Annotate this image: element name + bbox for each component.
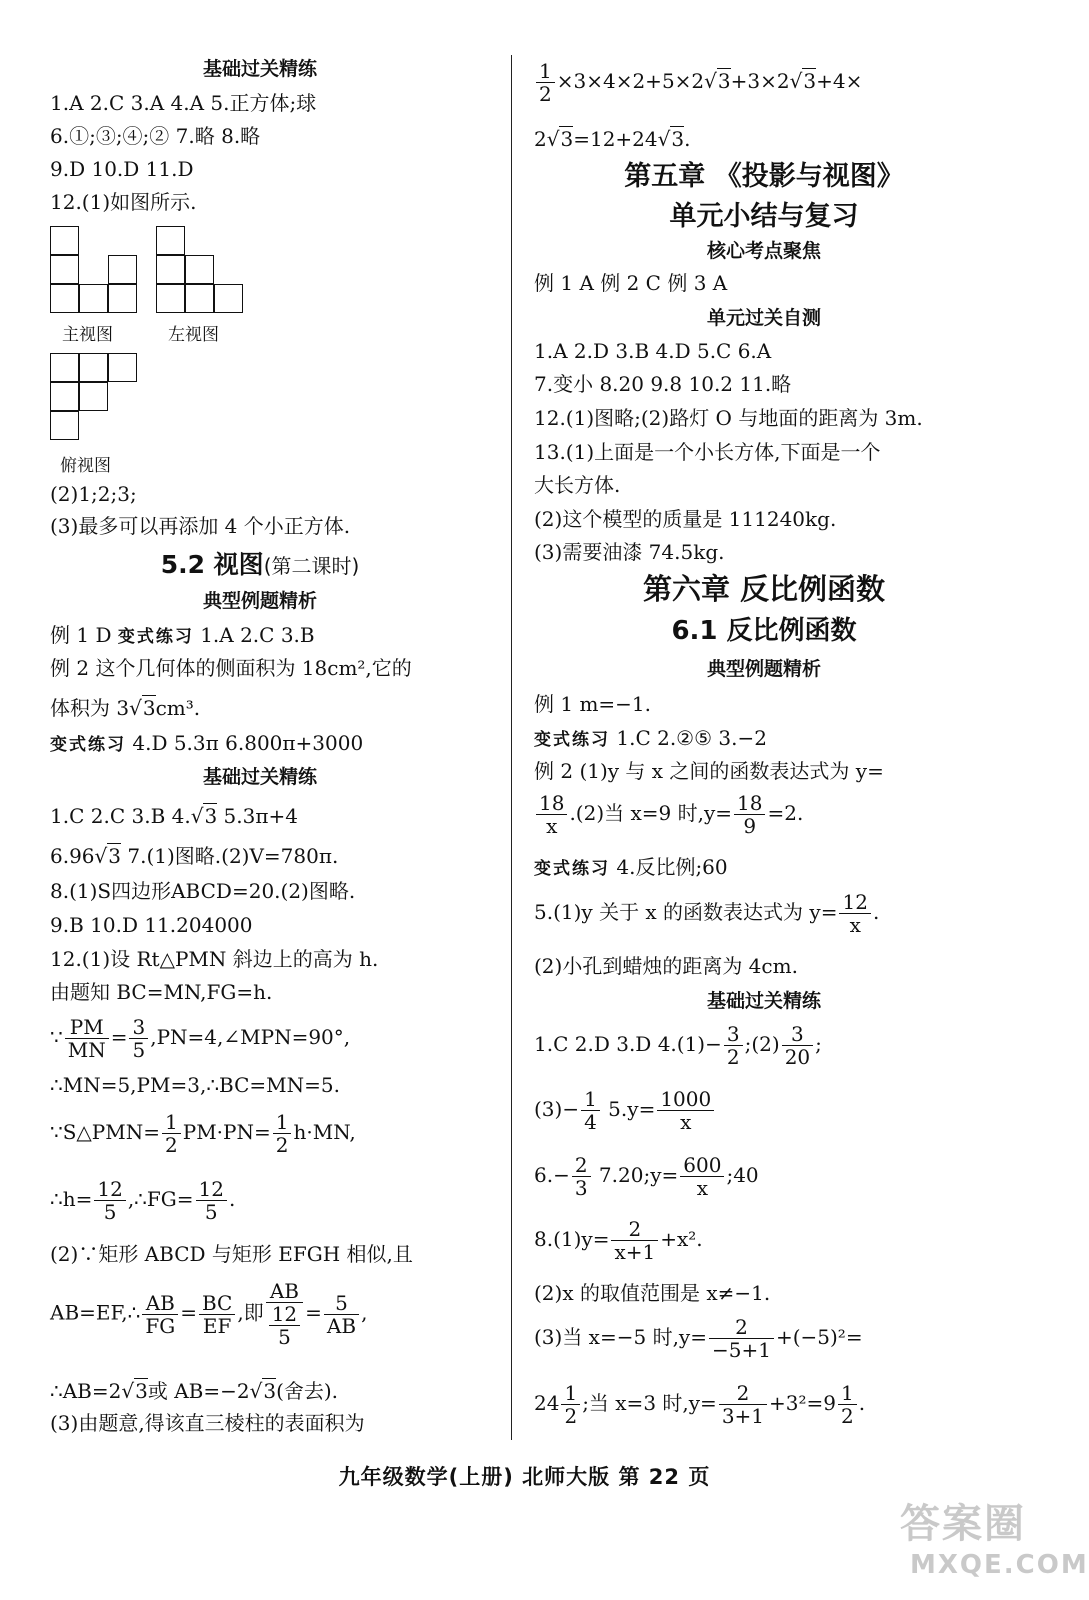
line: 7.变小 8.20 9.8 10.2 11.略: [534, 372, 792, 396]
page-footer: 九年级数学(上册) 北师大版 第 22 页: [338, 1465, 711, 1489]
heading-typical-examples: 典型例题精析: [202, 590, 317, 612]
heading-basic-practice: 基础过关精练: [706, 990, 821, 1012]
line: (3)由题意,得该直三棱柱的表面积为: [50, 1411, 365, 1435]
caption-left-view: 左视图: [168, 325, 219, 345]
line: ∴MN=5,PM=3,∴BC=MN=5.: [50, 1073, 340, 1097]
line-fraction: 6.− $\frac{2}{3}$ 7.20;y= $\frac{600}{x}$ ;40: [534, 1153, 759, 1200]
section-title-6-1: 6.1 反比例函数: [671, 616, 857, 646]
line: 12.(1)图略;(2)路灯 O 与地面的距离为 3m.: [534, 406, 923, 430]
line-fraction: ∵S△PMN= $\frac{1}{2}$ PM·PN= $\frac{1}{2}$ h·MN,: [50, 1110, 356, 1157]
line: 9.B 10.D 11.204000: [50, 913, 253, 937]
line: (2)x 的取值范围是 x≠−1.: [534, 1281, 771, 1305]
line: 9.D 10.D 11.D: [50, 157, 194, 181]
line-fraction: (3)当 x=−5 时,y= $\frac{2}{-5+1}$ +(−5)²=: [534, 1315, 863, 1362]
column-divider: [511, 55, 512, 1440]
chapter-6-title: 第六章 反比例函数: [642, 572, 886, 606]
line: 由题知 BC=MN,FG=h.: [50, 980, 273, 1004]
line: (2)∵矩形 ABCD 与矩形 EFGH 相似,且: [50, 1242, 413, 1266]
line: 例 2 (1)y 与 x 之间的函数表达式为 y=: [534, 759, 884, 783]
line: 2√3=12+24√3.: [534, 127, 691, 151]
section-title-5-2: 5.2 视图(第二课时): [160, 550, 360, 579]
heading-core-points: 核心考点聚焦: [706, 240, 821, 262]
line: 1.A 2.D 3.B 4.D 5.C 6.A: [534, 339, 772, 363]
heading-basic-practice: 基础过关精练: [202, 766, 317, 788]
line: (2)1;2;3;: [50, 482, 137, 506]
line: 1.C 2.C 3.B 4.√3 5.3π+4: [50, 804, 298, 828]
line: 变式练习 1.C 2.②⑤ 3.−2: [534, 726, 767, 750]
line: 例 1 D 变式练习 1.A 2.C 3.B: [50, 623, 315, 647]
line-fraction: (3)− $\frac{1}{4}$ 5.y= $\frac{1000}{x}$: [534, 1088, 716, 1133]
heading-typical-examples: 典型例题精析: [706, 658, 821, 680]
line-fraction: 24 $\frac{1}{2}$ ;当 x=3 时,y= $\frac{2}{3+1}$ +3²=9 $\frac{1}{2}$ .: [534, 1381, 866, 1428]
line-fraction: $\frac{18}{x}$ .(2)当 x=9 时,y= $\frac{18}{9}$ =2.: [534, 792, 803, 837]
line: 变式练习 4.反比例;60: [534, 855, 728, 879]
chapter-5-title: 第五章 《投影与视图》: [624, 161, 904, 192]
line: 8.(1)S四边形ABCD=20.(2)图略.: [50, 879, 356, 903]
line: 例 1 m=−1.: [534, 692, 652, 716]
line: (3)需要油漆 74.5kg.: [534, 540, 725, 564]
line-fraction: AB=EF,∴ $\frac{AB}{FG}$ = $\frac{BC}{EF}$ ,即 AB 12 5 = $\frac{5}{AB}$ ,: [50, 1279, 368, 1349]
line: 例 2 这个几何体的侧面积为 18cm²,它的: [50, 656, 412, 680]
line: 例 1 A 例 2 C 例 3 A: [534, 271, 728, 295]
watermark-logo: 答案圈 MXQE.COM: [900, 1501, 1089, 1580]
line: (3)最多可以再添加 4 个小正方体.: [50, 514, 351, 538]
line: 6.①;③;④;② 7.略 8.略: [50, 124, 261, 148]
caption-top-view: 俯视图: [60, 456, 111, 476]
line: 1.A 2.C 3.A 4.A 5.正方体;球: [50, 91, 317, 115]
line-fraction: $\frac{1}{2}$ ×3×4×2+5×2√3+3×2√3+4×: [534, 60, 862, 105]
line-fraction: 1.C 2.D 3.D 4.(1)− $\frac{3}{2}$ ;(2) $\frac{3}{20}$ ;: [534, 1022, 822, 1069]
line: (2)这个模型的质量是 111240kg.: [534, 507, 837, 531]
line: 12.(1)如图所示.: [50, 190, 197, 214]
line-fraction: 5.(1)y 关于 x 的函数表达式为 y= $\frac{12}{x}$ .: [534, 890, 880, 937]
line: (2)小孔到蜡烛的距离为 4cm.: [534, 954, 798, 978]
line: 大长方体.: [534, 473, 621, 497]
heading-unit-test: 单元过关自测: [706, 307, 821, 329]
line: 12.(1)设 Rt△PMN 斜边上的高为 h.: [50, 947, 379, 971]
line-fraction: ∴h= $\frac{12}{5}$ ,∴FG= $\frac{12}{5}$ .: [50, 1177, 236, 1224]
line: ∴AB=2√3或 AB=−2√3(舍去).: [50, 1379, 339, 1403]
caption-front-view: 主视图: [62, 325, 113, 345]
line: 体积为 3√3cm³.: [50, 696, 201, 720]
line-fraction: ∵ $\frac{PM}{MN}$ = $\frac{3}{5}$ ,PN=4,∠MPN=90°,: [50, 1015, 351, 1062]
chapter-5-subtitle: 单元小结与复习: [669, 201, 859, 232]
line-fraction: 8.(1)y= $\frac{2}{x+1}$ +x².: [534, 1217, 703, 1264]
heading-basic-practice: 基础过关精练: [202, 58, 317, 80]
line: 变式练习 4.D 5.3π 6.800π+3000: [50, 731, 364, 755]
line: 13.(1)上面是一个小长方体,下面是一个: [534, 440, 881, 464]
line: 6.96√3 7.(1)图略.(2)V=780π.: [50, 844, 339, 868]
